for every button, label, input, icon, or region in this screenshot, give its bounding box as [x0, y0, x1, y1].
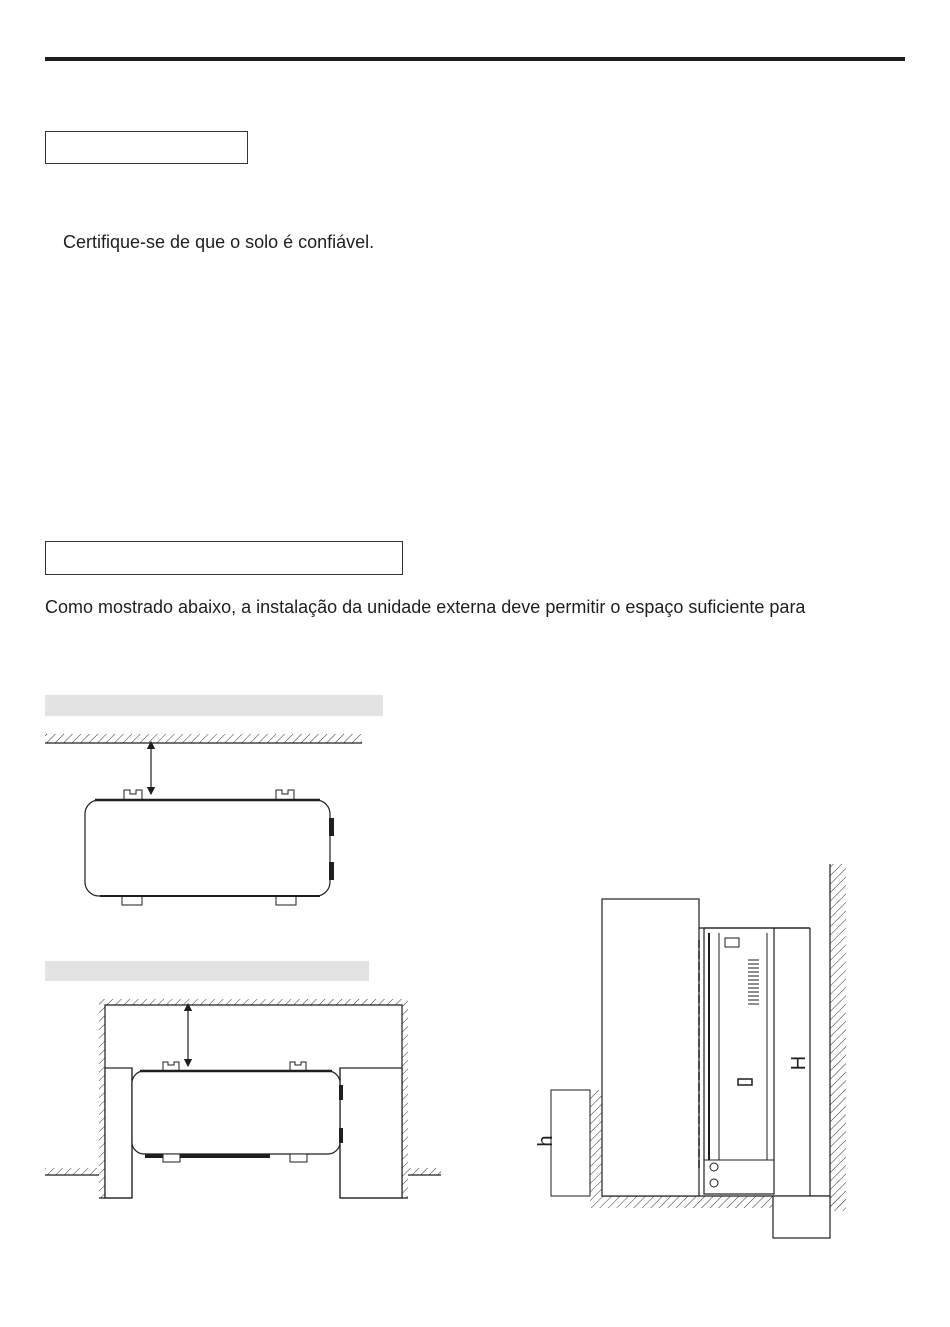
outdoor-unit-top-view	[85, 800, 330, 896]
top-view-diagram-1	[45, 734, 362, 905]
outdoor-unit-top-view-2	[132, 1071, 340, 1154]
ground-paragraph: Certifique-se de que o solo é confiável.	[63, 232, 375, 252]
height-label-H: H	[788, 1055, 810, 1071]
wall-hatch	[45, 734, 362, 743]
side-view-diagram	[551, 864, 846, 1238]
obstacle-block	[602, 899, 699, 1196]
space-paragraph: Como mostrado abaixo, a instalação da unidade externa deve permitir o espaço suficiente para	[45, 597, 806, 617]
outdoor-unit-side-view	[704, 928, 774, 1194]
top-view-diagram-2	[45, 999, 441, 1198]
height-label-h: h	[535, 1135, 557, 1147]
